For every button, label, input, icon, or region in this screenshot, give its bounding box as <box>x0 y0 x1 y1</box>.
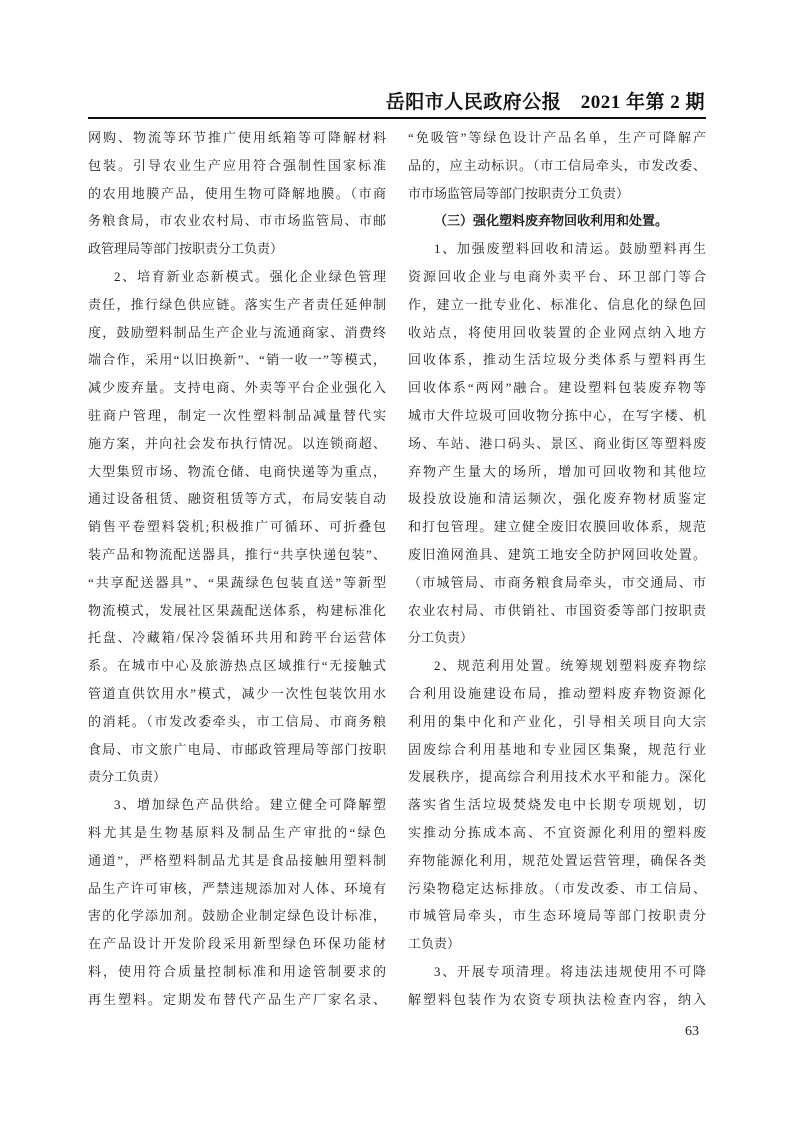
text-line: 系。在城市中心及旅游热点区域推行“无接触式 <box>88 658 386 674</box>
text-line: 分工负责） <box>408 630 474 646</box>
text-line: 食局、市文旅广电局、市邮政管理局等部门按职 <box>88 741 386 757</box>
text-line: 责任，推行绿色供应链。落实生产者责任延伸制 <box>88 296 386 312</box>
text-line: 城市大件垃圾可回收物分拣中心，在写字楼、机 <box>408 407 706 423</box>
text-line: 减少废弃量。支持电商、外卖等平台企业强化入 <box>88 380 386 396</box>
text-line: 农业农村局、市供销社、市国资委等部门按职责 <box>408 602 706 618</box>
text-line: 作，建立一批专业化、标准化、信息化的绿色回 <box>408 296 706 312</box>
text-line: 3、增加绿色产品供给。建立健全可降解塑 <box>114 797 386 813</box>
text-line: 工负责） <box>408 936 461 952</box>
header-rule <box>88 117 706 119</box>
text-line: 废旧渔网渔具、建筑工地安全防护网回收处置。 <box>408 546 706 562</box>
text-line: 责分工负责） <box>88 769 167 785</box>
text-line: 通过设备租赁、融资租赁等方式，布局安装自动 <box>88 491 386 507</box>
text-line: 弃物能源化利用，规范处置运营管理，确保各类 <box>408 852 706 868</box>
text-line: 实推动分拣成本高、不宜资源化利用的塑料废 <box>408 824 706 840</box>
text-line: 品的，应主动标识。（市工信局牵头，市发改委、 <box>408 157 706 173</box>
text-line: “免吸管”等绿色设计产品名单，生产可降解产 <box>408 130 706 145</box>
text-line: 落实省生活垃圾焚烧发电中长期专项规划，切 <box>408 797 706 813</box>
text-line: 弃物产生量大的场所，增加可回收物和其他垃 <box>408 463 706 479</box>
column-left <box>88 124 386 1014</box>
text-line: 资源回收企业与电商外卖平台、环卫部门等合 <box>408 268 706 284</box>
text-line: 利用的集中化和产业化，引导相关项目向大宗 <box>408 713 706 729</box>
column-right <box>408 124 706 1014</box>
text-line: 驻商户管理，制定一次性塑料制品减量替代实 <box>88 407 386 423</box>
text-line: 包装。引导农业生产应用符合强制性国家标准 <box>88 157 386 173</box>
text-line: 度，鼓励塑料制品生产企业与流通商家、消费终 <box>88 324 386 340</box>
text-line: 务粮食局，市农业农村局、市市场监管局、市邮 <box>88 213 386 229</box>
text-line: 回收体系，推动生活垃圾分类体系与塑料再生 <box>408 352 706 368</box>
text-line: 在产品设计开发阶段采用新型绿色环保功能材 <box>88 936 386 952</box>
text-line: 托盘、冷藏箱/保冷袋循环共用和跨平台运营体 <box>88 630 386 646</box>
text-line: 管道直供饮用水”模式，减少一次性包装饮用水 <box>88 685 386 701</box>
text-line: 料，使用符合质量控制标准和用途管制要求的 <box>88 963 386 979</box>
text-line: 害的化学添加剂。鼓励企业制定绿色设计标准， <box>88 908 386 924</box>
text-columns <box>88 124 706 1014</box>
text-line: 和打包管理。建立健全废旧农膜回收体系，规范 <box>408 519 706 535</box>
text-line: 的农用地膜产品，使用生物可降解地膜。（市商 <box>88 185 386 201</box>
text-line: 1、加强废塑料回收和清运。鼓励塑料再生 <box>434 241 706 257</box>
text-line: 料尤其是生物基原料及制品生产审批的“绿色 <box>88 824 386 840</box>
text-line: 收站点，将使用回收装置的企业网点纳入地方 <box>408 324 706 340</box>
page-number: 63 <box>685 1024 699 1039</box>
text-line: “共享配送器具”、“果蔬绿色包装直送”等新型 <box>88 574 386 590</box>
text-line: 物流模式，发展社区果蔬配送体系，构建标准化 <box>88 602 386 618</box>
text-line: 通道”，严格塑料制品尤其是食品接触用塑料制 <box>88 852 386 868</box>
text-line: 再生塑料。定期发布替代产品生产厂家名录、 <box>88 991 386 1007</box>
text-line: 回收体系“两网”融合。建设塑料包装废弃物等 <box>408 380 706 396</box>
text-line: 施方案，并向社会发布执行情况。以连锁商超、 <box>88 435 386 451</box>
text-line: 2、培育新业态新模式。强化企业绿色管理 <box>114 268 386 284</box>
text-line: 装产品和物流配送器具，推行“共享快递包装”、 <box>88 546 386 562</box>
text-line: 的消耗。（市发改委牵头，市工信局、市商务粮 <box>88 713 386 729</box>
text-line: 市市场监管局等部门按职责分工负责） <box>408 185 630 201</box>
text-line: 固废综合利用基地和专业园区集聚，规范行业 <box>408 741 706 757</box>
text-line: 发展秩序，提高综合利用技术水平和能力。深化 <box>408 769 706 785</box>
text-line: （三）强化塑料废弃物回收利用和处置。 <box>434 213 669 229</box>
text-line: 网购、物流等环节推广使用纸箱等可降解材料 <box>88 130 386 145</box>
text-line: 大型集贸市场、物流仓储、电商快递等为重点， <box>88 463 386 479</box>
text-line: 端合作，采用“以旧换新”、“销一收一”等模式， <box>88 352 386 368</box>
text-line: （市城管局、市商务粮食局牵头，市交通局、市 <box>408 574 706 590</box>
text-line: 合利用设施建设布局，推动塑料废弃物资源化 <box>408 685 706 701</box>
text-line: 2、规范利用处置。统筹规划塑料废弃物综 <box>434 658 706 674</box>
text-line: 销售平卷塑料袋机;积极推广可循环、可折叠包 <box>88 519 386 535</box>
text-line: 政管理局等部门按职责分工负责） <box>88 241 284 257</box>
text-line: 品生产许可审核，严禁违规添加对人体、环境有 <box>88 880 386 896</box>
text-line: 3、开展专项清理。将违法违规使用不可降 <box>434 963 706 979</box>
text-line: 场、车站、港口码头、景区、商业街区等塑料废 <box>408 435 706 451</box>
text-line: 圾投放设施和清运频次，强化废弃物材质鉴定 <box>408 491 706 507</box>
gazette-header-title: 岳阳市人民政府公报 2021 年第 2 期 <box>385 92 705 113</box>
text-line: 解塑料包装作为农资专项执法检查内容，纳入 <box>408 991 706 1007</box>
text-line: 污染物稳定达标排放。（市发改委、市工信局、 <box>408 880 706 896</box>
text-line: 市城管局牵头，市生态环境局等部门按职责分 <box>408 908 706 924</box>
